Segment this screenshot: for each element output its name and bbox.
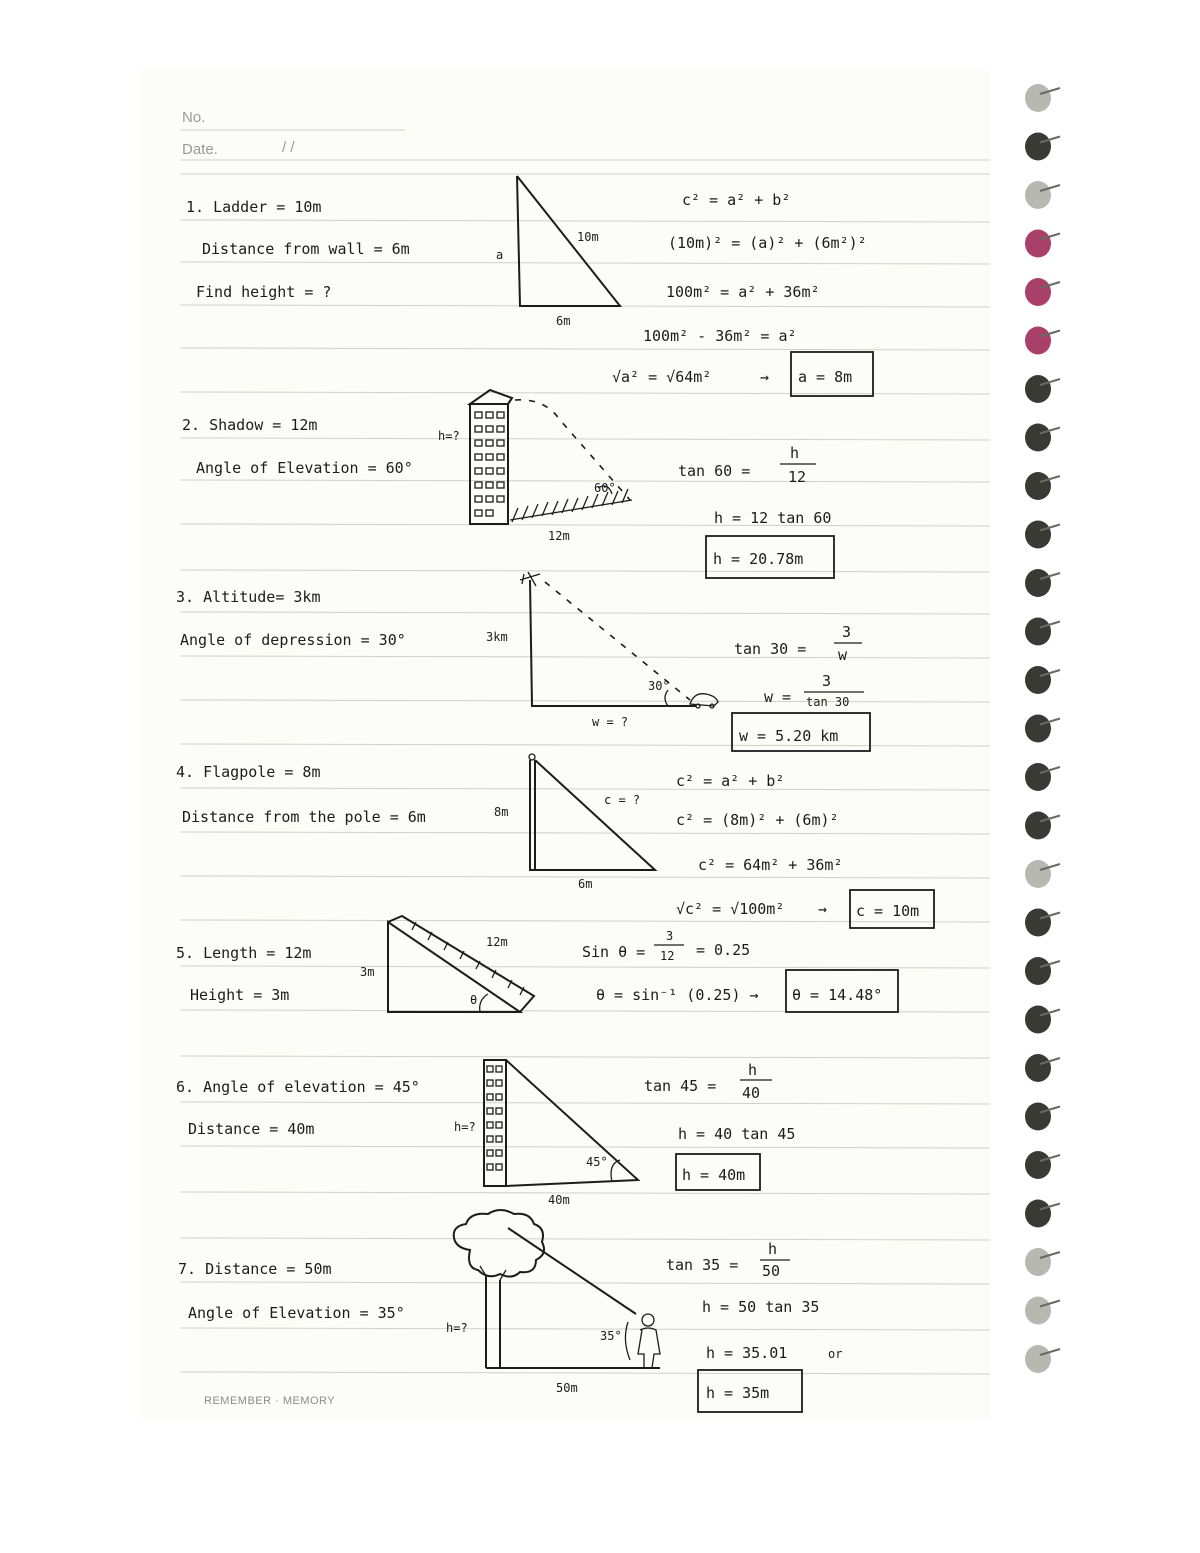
problem-5	[176, 916, 898, 1012]
base-label: 40m	[548, 1193, 570, 1207]
base-label: w = ?	[592, 715, 629, 729]
given-line: Angle of Elevation = 60°	[196, 459, 413, 477]
height-label: 3m	[360, 965, 375, 979]
hypotenuse-label: 12m	[486, 935, 508, 949]
hypotenuse-label: c = ?	[604, 793, 641, 807]
work-line: or	[828, 1347, 843, 1361]
arrow: →	[760, 368, 770, 386]
fraction-numerator: 3	[842, 623, 852, 641]
angle-label: 45°	[586, 1155, 608, 1169]
fraction-denominator: 12	[788, 468, 807, 486]
work-line: c² = a² + b²	[676, 772, 785, 790]
work-line: 100m² = a² + 36m²	[666, 283, 820, 301]
given-line: Distance = 40m	[188, 1120, 315, 1138]
work-line: tan 30 =	[734, 640, 807, 658]
base-label: 12m	[548, 529, 570, 543]
work-line: tan 35 =	[666, 1256, 739, 1274]
problem-1	[186, 176, 873, 396]
angle-label: 35°	[600, 1329, 622, 1343]
problem-6	[176, 1060, 795, 1207]
fraction-denominator: w	[838, 646, 848, 664]
given-line: Distance from wall = 6m	[202, 240, 410, 258]
date-label: Date.	[182, 141, 218, 158]
base-label: 6m	[556, 314, 571, 328]
arrow: →	[818, 900, 828, 918]
given-line: Find height = ?	[196, 283, 332, 301]
answer: a = 8m	[798, 368, 853, 386]
flagpole-diagram	[494, 754, 655, 891]
given-line: Height = 3m	[190, 986, 290, 1004]
number-label: No.	[182, 109, 206, 126]
brand-footer: REMEMBER · MEMORY	[204, 1395, 336, 1407]
base-label: 6m	[578, 877, 593, 891]
ramp-diagram	[360, 916, 534, 1012]
fraction-numerator: h	[748, 1061, 758, 1079]
date-slashes: / /	[282, 139, 295, 156]
height-label: h=?	[446, 1321, 468, 1335]
ladder-diagram	[496, 176, 620, 328]
work-line: tan 60 =	[678, 462, 751, 480]
work-line: h = 12 tan 60	[714, 509, 832, 527]
work-line: = 0.25	[696, 941, 751, 959]
answer: h = 35m	[706, 1384, 770, 1402]
work-line: √c² = √100m²	[676, 900, 785, 918]
work-line: 100m² - 36m² = a²	[643, 327, 797, 345]
given-line: 1. Ladder = 10m	[186, 198, 322, 216]
given-line: 5. Length = 12m	[176, 944, 312, 962]
work-line: c² = 64m² + 36m²	[698, 856, 843, 874]
fraction-numerator: 3	[666, 929, 674, 943]
height-label: 3km	[486, 630, 508, 644]
ruled-lines	[180, 130, 990, 1374]
given-line: Angle of depression = 30°	[180, 631, 406, 649]
fraction-denominator: 40	[742, 1084, 761, 1102]
given-line: 3. Altitude= 3km	[176, 588, 321, 606]
hypotenuse-label: 10m	[577, 230, 599, 244]
given-line: Distance from the pole = 6m	[182, 808, 426, 826]
answer: w = 5.20 km	[739, 727, 839, 745]
angle-label: 60°	[594, 481, 616, 495]
building-shadow-diagram	[438, 390, 632, 543]
problem-4	[176, 754, 934, 928]
work-line: c² = (8m)² + (6m)²	[676, 811, 839, 829]
work-line: c² = a² + b²	[682, 191, 791, 209]
work-line: Sin θ =	[582, 943, 646, 961]
work-line: tan 45 =	[644, 1077, 717, 1095]
given-line: 6. Angle of elevation = 45°	[176, 1078, 420, 1096]
problem-2	[182, 390, 834, 578]
answer: h = 40m	[682, 1166, 746, 1184]
fraction-denominator: tan 30	[806, 695, 850, 709]
tree-person-diagram	[446, 1210, 660, 1395]
side-label: a	[496, 248, 504, 262]
answer: c = 10m	[856, 902, 920, 920]
problem-7	[178, 1210, 842, 1412]
work-line: h = 35.01	[706, 1344, 788, 1362]
work-line: θ = sin⁻¹ (0.25) →	[596, 986, 759, 1004]
work-line: h = 50 tan 35	[702, 1298, 820, 1316]
given-line: Angle of Elevation = 35°	[188, 1304, 405, 1322]
answer: h = 20.78m	[713, 550, 804, 568]
given-line: 4. Flagpole = 8m	[176, 763, 321, 781]
work-line: w =	[764, 688, 792, 706]
angle-label: 30°	[648, 679, 670, 693]
fraction-denominator: 50	[762, 1262, 781, 1280]
angle-label: θ	[470, 993, 478, 1007]
height-label: h=?	[438, 429, 460, 443]
answer: θ = 14.48°	[792, 986, 883, 1004]
fraction-numerator: h	[790, 444, 800, 462]
given-line: 7. Distance = 50m	[178, 1260, 332, 1278]
work-line: √a² = √64m²	[612, 368, 712, 386]
height-label: h=?	[454, 1120, 476, 1134]
base-label: 50m	[556, 1381, 578, 1395]
fraction-numerator: 3	[822, 672, 832, 690]
airplane-diagram	[486, 572, 718, 729]
work-line: (10m)² = (a)² + (6m²)²	[668, 234, 867, 252]
building-elevation-diagram	[454, 1060, 638, 1207]
work-line: h = 40 tan 45	[678, 1125, 796, 1143]
problem-3	[176, 572, 870, 751]
given-line: 2. Shadow = 12m	[182, 416, 318, 434]
fraction-numerator: h	[768, 1240, 778, 1258]
fraction-denominator: 12	[660, 949, 675, 963]
height-label: 8m	[494, 805, 509, 819]
